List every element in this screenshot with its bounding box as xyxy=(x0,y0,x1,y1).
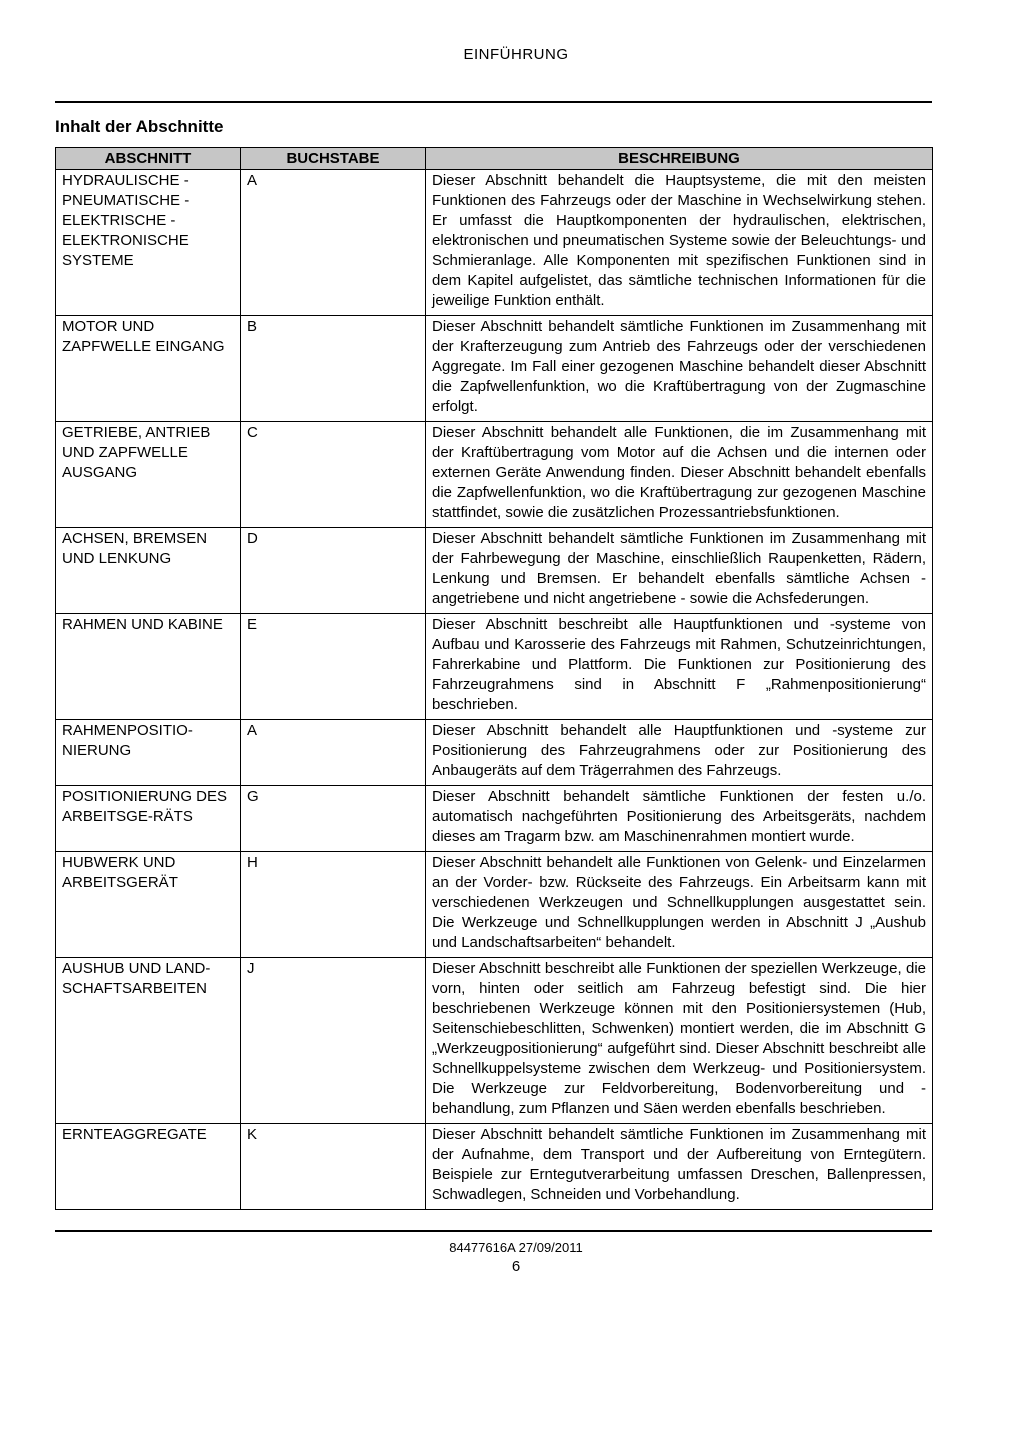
table-row xyxy=(56,786,933,852)
col-header-beschreibung: BESCHREIBUNG xyxy=(426,148,933,170)
page-header: EINFÜHRUNG xyxy=(463,46,569,63)
cell-beschreibung: Dieser Abschnitt behandelt die Hauptsysteme, die mit den meisten Funktionen des Fahrzeugs oder der Maschine in Wechselwirkung stehen. Er umfasst die Hauptkomponenten der hydraulischen, elektrischen, elektronischen und pneumatischen Systeme sowie der Beleuchtungs- und Schmieranlage. Alle Komponenten mit spezifischen Funktionen sind in dem Kapitel aufgelistet, das sämtliche technischen Informationen für die jeweilige Funktion enthält. xyxy=(426,170,933,316)
table-row xyxy=(56,958,933,1124)
page-number: 6 xyxy=(511,1258,521,1275)
table-row xyxy=(56,422,933,528)
header-rule xyxy=(55,101,932,103)
table-row xyxy=(56,852,933,958)
sections-table xyxy=(55,147,933,1210)
table-row xyxy=(56,614,933,720)
section-title: Inhalt der Abschnitte xyxy=(55,117,224,136)
cell-abschnitt: ACHSEN, BREMSEN UND LENKUNG xyxy=(56,528,241,614)
cell-abschnitt: RAHMENPOSITIO-NIERUNG xyxy=(56,720,241,786)
cell-beschreibung: Dieser Abschnitt behandelt alle Funktionen von Gelenk- und Einzelarmen an der Vorder- bzw. Rückseite des Fahrzeugs. Ein Arbeitsarm kann mit verschiedenen Werkzeugen und Schnellkupplungen ausgestattet sein. Die Werkzeuge und Schnellkupplungen werden in Abschnitt J „Aushub und Landschaftsarbeiten“ behandelt. xyxy=(426,852,933,958)
col-header-buchstabe: BUCHSTABE xyxy=(241,148,426,170)
cell-buchstabe: A xyxy=(241,170,426,316)
cell-abschnitt: AUSHUB UND LAND-SCHAFTSARBEITEN xyxy=(56,958,241,1124)
cell-abschnitt: HYDRAULISCHE - PNEUMATISCHE - ELEKTRISCHE - ELEKTRONISCHE SYSTEME xyxy=(56,170,241,316)
col-header-abschnitt: ABSCHNITT xyxy=(56,148,241,170)
cell-buchstabe: A xyxy=(241,720,426,786)
cell-buchstabe: E xyxy=(241,614,426,720)
table-row xyxy=(56,528,933,614)
table-header-row xyxy=(56,148,933,170)
table-body xyxy=(56,170,933,1210)
cell-abschnitt: ERNTEAGGREGATE xyxy=(56,1124,241,1210)
cell-abschnitt: RAHMEN UND KABINE xyxy=(56,614,241,720)
table-row xyxy=(56,720,933,786)
table-row xyxy=(56,170,933,316)
cell-beschreibung: Dieser Abschnitt behandelt alle Funktionen, die im Zusammenhang mit der Kraftübertragung vom Motor auf die Achsen und die internen oder externen Geräte Anwendung finden. Dieser Abschnitt behandelt ebenfalls die Zapfwellenfunktion, wo die Kraftübertragung zur gezogenen Maschine stattfindet, sowie die zusätzlichen Prozessantriebsfunktionen. xyxy=(426,422,933,528)
table-row xyxy=(56,316,933,422)
cell-beschreibung: Dieser Abschnitt beschreibt alle Funktionen der speziellen Werkzeuge, die vorn, hinten oder seitlich am Fahrzeug befestigt sind. Die hier beschriebenen Werkzeuge können mit den Positioniersystemen (Hub, Seitenschiebeschlitten, Schwenken) montiert werden, die im Abschnitt G „Werkzeugpositionierung“ aufgeführt sind. Dieser Abschnitt beschreibt alle Schnellkuppelsysteme zwischen dem Werkzeug- und Positioniersystem. Die Werkzeuge zur Feldvorbereitung, Bodenvorbereitung und -behandlung, zum Pflanzen und Säen werden ebenfalls beschrieben. xyxy=(426,958,933,1124)
table-header xyxy=(56,148,933,170)
table-row xyxy=(56,1124,933,1210)
cell-buchstabe: H xyxy=(241,852,426,958)
cell-abschnitt: MOTOR UND ZAPFWELLE EINGANG xyxy=(56,316,241,422)
cell-beschreibung: Dieser Abschnitt behandelt sämtliche Funktionen der festen u./o. automatisch nachgeführten Positionierung des Arbeitsgeräts, nachdem dieses am Tragarm bzw. am Maschinenrahmen montiert wurde. xyxy=(426,786,933,852)
cell-buchstabe: B xyxy=(241,316,426,422)
cell-beschreibung: Dieser Abschnitt behandelt sämtliche Funktionen im Zusammenhang mit der Krafterzeugung zum Antrieb des Fahrzeugs oder der verschiedenen Aggregate. Im Fall einer gezogenen Maschine behandelt dieser Abschnitt die Zapfwellenfunktion, wo die Kraftübertragung von der Zugmaschine erfolgt. xyxy=(426,316,933,422)
cell-abschnitt: POSITIONIERUNG DES ARBEITSGE-RÄTS xyxy=(56,786,241,852)
cell-beschreibung: Dieser Abschnitt behandelt sämtliche Funktionen im Zusammenhang mit der Aufnahme, dem Transport und der Aufbereitung von Erntegütern. Beispiele zur Erntegutverarbeitung umfassen Dreschen, Ballenpressen, Schwadlegen, Schneiden und Vorbehandlung. xyxy=(426,1124,933,1210)
cell-abschnitt: GETRIEBE, ANTRIEB UND ZAPFWELLE AUSGANG xyxy=(56,422,241,528)
footer-rule xyxy=(55,1230,932,1232)
cell-buchstabe: D xyxy=(241,528,426,614)
cell-beschreibung: Dieser Abschnitt behandelt alle Hauptfunktionen und -systeme zur Positionierung des Fahrzeugrahmens oder zur Positionierung des Anbaugeräts auf dem Trägerrahmen des Fahrzeugs. xyxy=(426,720,933,786)
cell-beschreibung: Dieser Abschnitt beschreibt alle Hauptfunktionen und -systeme von Aufbau und Karosserie des Fahrzeugs mit Rahmen, Schutzeinrichtungen, Fahrerkabine und Plattform. Die Funktionen zur Positionierung des Fahrzeugrahmens sind in Abschnitt F „Rahmenpositionierung“ beschrieben. xyxy=(426,614,933,720)
cell-buchstabe: G xyxy=(241,786,426,852)
cell-beschreibung: Dieser Abschnitt behandelt sämtliche Funktionen im Zusammenhang mit der Fahrbewegung der Maschine, einschließlich Raupenketten, Rädern, Lenkung und Bremsen. Er behandelt ebenfalls sämtliche Achsen - angetriebene und nicht angetriebene - sowie die Achsfederungen. xyxy=(426,528,933,614)
cell-buchstabe: J xyxy=(241,958,426,1124)
page-footer xyxy=(55,1230,977,1275)
cell-buchstabe: C xyxy=(241,422,426,528)
cell-buchstabe: K xyxy=(241,1124,426,1210)
cell-abschnitt: HUBWERK UND ARBEITSGERÄT xyxy=(56,852,241,958)
document-reference: 84477616A 27/09/2011 xyxy=(449,1240,583,1255)
